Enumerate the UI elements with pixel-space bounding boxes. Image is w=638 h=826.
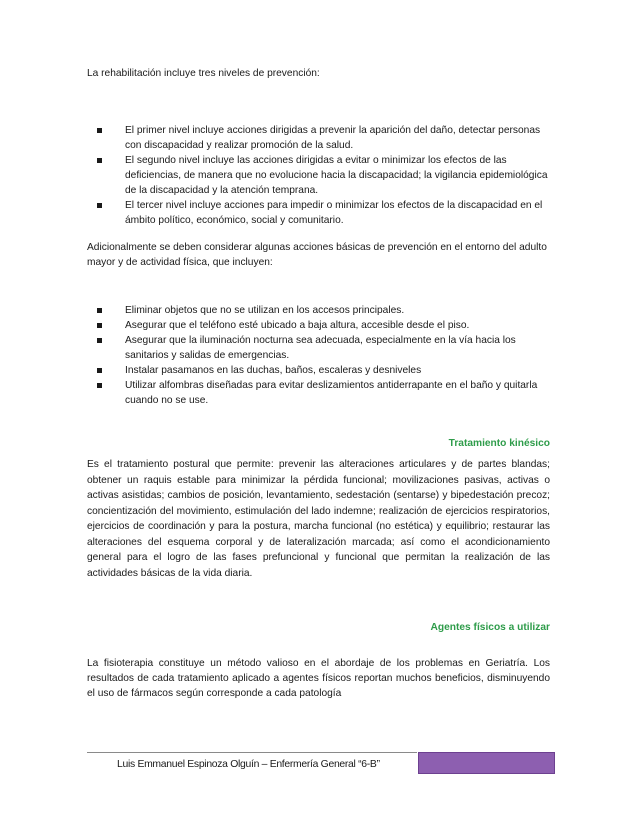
list-item-text: Utilizar alfombras diseñadas para evitar deslizamientos antiderrapante en el baño y quitarla cuando no se use.: [125, 380, 538, 406]
prevention-actions-list: [87, 303, 550, 408]
list-item: [87, 123, 550, 153]
section-heading-agentes: Agentes físicos a utilizar: [430, 622, 550, 633]
square-bullet-icon: [97, 383, 102, 388]
square-bullet-icon: [97, 338, 102, 343]
section-heading-kinesico: Tratamiento kinésico: [448, 438, 550, 449]
list-item: [87, 153, 550, 198]
square-bullet-icon: [97, 323, 102, 328]
list-item-text: Eliminar objetos que no se utilizan en los accesos principales.: [125, 305, 405, 316]
list-item-text: Instalar pasamanos en las duchas, baños, escaleras y desniveles: [125, 365, 422, 376]
kinesico-paragraph: Es el tratamiento postural que permite: prevenir las alteraciones articulares y de partes blandas; obtener un raquis estable para minimizar la pérdida funcional; movilizaciones pasivas, activas o activas asistidas; cambios de posición, levantamiento, sedestación (sentarse) y bipedestación precoz; concientización del movimiento, estimulación del lado indemne; realización de ejercicios respiratorios, ejercicios de coordinación y para la postura, marcha funcional (no estética) y equilibrio; restaurar las alteraciones del esquema corporal y de lateralización marcada; así como el acondicionamiento general para el logro de las fases prefuncional y funcional que permitan la realización de las actividades básicas de la vida diaria.: [87, 459, 550, 579]
footer-color-bar: [418, 752, 555, 774]
agentes-paragraph: La fisioterapia constituye un método valioso en el abordaje de los problemas en Geriatría. Los resultados de cada tratamiento aplicado a agentes físicos reportan muchos beneficios, disminuyendo el uso de fármacos según corresponde a cada patología: [87, 658, 550, 699]
list-item: [87, 363, 550, 378]
page-footer: [87, 752, 555, 774]
list-item-text: El primer nivel incluye acciones dirigidas a prevenir la aparición del daño, detectar personas con discapacidad y realizar promoción de la salud.: [125, 125, 541, 151]
square-bullet-icon: [97, 158, 102, 163]
list-item: [87, 318, 550, 333]
square-bullet-icon: [97, 203, 102, 208]
list-item: [87, 198, 550, 228]
list-item: [87, 303, 550, 318]
additional-text: Adicionalmente se deben considerar algunas acciones básicas de prevención en el entorno del adulto mayor y de actividad física, que incluyen:: [87, 242, 547, 268]
list-item-text: Asegurar que el teléfono esté ubicado a baja altura, accesible desde el piso.: [125, 320, 470, 331]
footer-rule: [87, 752, 417, 753]
list-item: [87, 333, 550, 363]
square-bullet-icon: [97, 128, 102, 133]
prevention-levels-list: [87, 123, 550, 228]
intro-text: La rehabilitación incluye tres niveles de prevención:: [87, 68, 320, 79]
square-bullet-icon: [97, 308, 102, 313]
list-item-text: El tercer nivel incluye acciones para impedir o minimizar los efectos de la discapacidad en el ámbito político, económico, social y comunitario.: [125, 200, 543, 226]
square-bullet-icon: [97, 368, 102, 373]
list-item-text: Asegurar que la iluminación nocturna sea adecuada, especialmente en la vía hacia los sanitarios y salidas de emergencias.: [125, 335, 516, 361]
list-item: [87, 378, 550, 408]
list-item-text: El segundo nivel incluye las acciones dirigidas a evitar o minimizar los efectos de las deficiencias, de manera que no evolucione hacia la discapacidad; la vigilancia epidemiológica de la discapacidad y la atención temprana.: [125, 155, 548, 196]
footer-author: Luis Emmanuel Espinoza Olguín – Enfermería General “6-B”: [117, 759, 380, 770]
